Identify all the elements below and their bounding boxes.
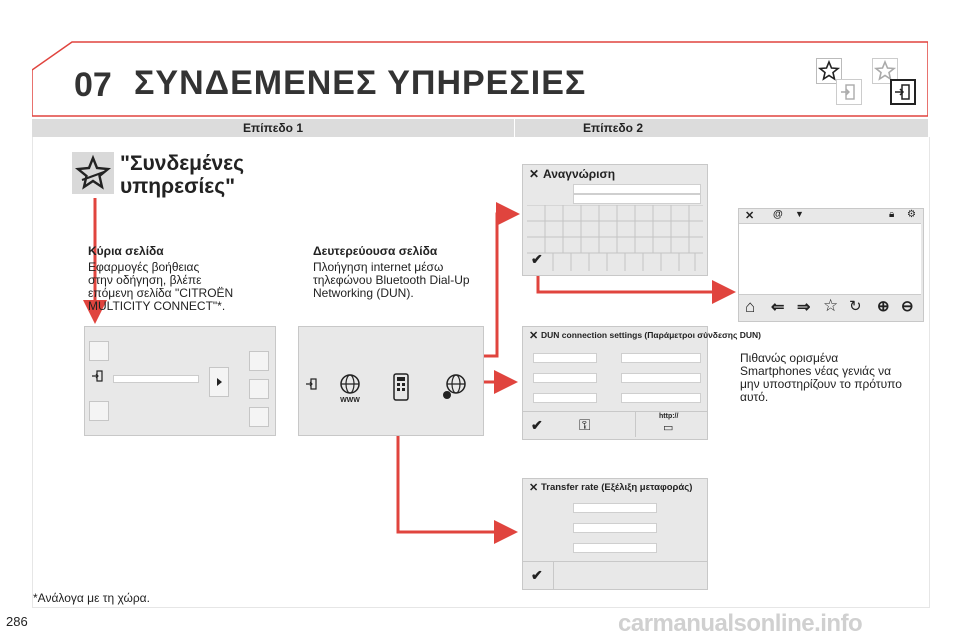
close-icon[interactable]: ✕ xyxy=(745,210,755,222)
divider xyxy=(553,561,554,589)
divider xyxy=(635,411,636,437)
divider xyxy=(523,561,707,562)
back-door-icon[interactable] xyxy=(91,369,105,383)
page-number: 286 xyxy=(6,614,28,629)
http-label: http:// xyxy=(659,413,679,420)
chapter-number: 07 xyxy=(74,66,112,104)
reload-icon[interactable]: ↻ xyxy=(849,298,862,315)
progress-field xyxy=(113,375,199,383)
recognition-title: Αναγνώριση xyxy=(543,167,616,181)
level-2-label: Επίπεδο 2 xyxy=(583,121,644,135)
menu-slot[interactable] xyxy=(89,341,109,361)
menu-slot[interactable] xyxy=(89,401,109,421)
transfer-title: Transfer rate (Εξέλιξη μεταφοράς) xyxy=(541,482,693,493)
confirm-check-icon[interactable]: ✔ xyxy=(531,567,543,583)
input-field xyxy=(573,523,657,533)
secondary-page-heading: Δευτερεύουσα σελίδα xyxy=(313,244,438,258)
recognition-dialog xyxy=(522,164,708,276)
zoom-icon[interactable]: ⚙︎ xyxy=(907,209,916,220)
main-page-screen xyxy=(84,326,276,436)
footnote: *Ανάλογα με τη χώρα. xyxy=(33,591,150,605)
input-field xyxy=(573,543,657,553)
close-icon[interactable]: ✕ xyxy=(529,167,540,181)
key-icon[interactable]: ⚿ xyxy=(579,417,591,434)
home-icon[interactable]: ⌂ xyxy=(745,297,756,316)
text-line: Networking (DUN). xyxy=(313,286,414,300)
text-line: τηλεφώνου Bluetooth Dial-Up xyxy=(313,273,470,287)
globe-settings-icon[interactable] xyxy=(441,373,467,401)
www-label: WWW xyxy=(340,397,360,403)
input-field[interactable] xyxy=(573,194,701,204)
text-line: Πλοήγηση internet μέσω xyxy=(313,260,444,274)
text-line: MULTICITY CONNECT"*. xyxy=(88,299,226,313)
watermark: carmanualsonline.info xyxy=(618,610,863,637)
text-line: επόμενη σελίδα "CITROËN xyxy=(88,286,234,300)
input-field[interactable] xyxy=(573,184,701,194)
menu-slot[interactable] xyxy=(249,407,269,427)
service-title-line2: υπηρεσίες" xyxy=(120,175,236,198)
input-field xyxy=(573,503,657,513)
input-field[interactable] xyxy=(621,373,701,383)
input-field[interactable] xyxy=(533,373,597,383)
back-arrow-icon[interactable]: ⇐ xyxy=(771,299,785,316)
confirm-check-icon[interactable]: ✔ xyxy=(531,417,543,433)
play-button[interactable] xyxy=(209,367,229,397)
zoom-in-icon[interactable]: ⊕ xyxy=(877,298,890,315)
browser-toolbar xyxy=(739,209,923,223)
secondary-page-text xyxy=(313,261,470,300)
secondary-page-screen xyxy=(298,326,484,436)
smartphones-note xyxy=(740,352,902,404)
level-1-label: Επίπεδο 1 xyxy=(243,121,304,135)
text-line: στην οδήγηση, βλέπε xyxy=(88,273,202,287)
browser-dialog xyxy=(738,208,924,322)
service-title-line1: "Συνδεμένες xyxy=(120,152,245,175)
text-line: μην υποστηρίζουν το πρότυπο xyxy=(740,377,902,391)
input-field[interactable] xyxy=(621,393,701,403)
main-page-text xyxy=(88,261,233,313)
close-icon[interactable]: ✕ xyxy=(529,482,539,494)
forward-arrow-icon[interactable]: ⇒ xyxy=(797,299,811,316)
text-line: Πιθανώς ορισμένα xyxy=(740,351,839,365)
lock-icon[interactable]: 🔒︎ xyxy=(889,209,895,220)
main-page-heading: Κύρια σελίδα xyxy=(88,244,164,258)
favorites-star-icon[interactable]: ☆ xyxy=(823,296,839,315)
at-icon[interactable]: @ xyxy=(773,209,783,220)
text-line: αυτό. xyxy=(740,390,769,404)
input-field[interactable] xyxy=(533,353,597,363)
confirm-check-icon[interactable]: ✔ xyxy=(531,251,543,267)
dun-title: DUN connection settings (Παράμετροι σύνδεσης DUN) xyxy=(541,330,762,340)
menu-slot[interactable] xyxy=(249,351,269,371)
zoom-out-icon[interactable]: ⊖ xyxy=(901,298,914,315)
back-door-icon[interactable] xyxy=(305,377,319,391)
browser-view[interactable] xyxy=(739,223,921,295)
input-field[interactable] xyxy=(621,353,701,363)
chevron-down-icon[interactable]: ▼ xyxy=(795,209,804,219)
text-line: Εφαρμογές βοήθειας xyxy=(88,260,200,274)
page-title: ΣΥΝΔΕΜΕΝΕΣ ΥΠΗΡΕΣΙΕΣ xyxy=(134,64,587,102)
input-field[interactable] xyxy=(533,393,597,403)
device-icon[interactable]: ▭ xyxy=(663,422,674,434)
menu-slot[interactable] xyxy=(249,379,269,399)
close-icon[interactable]: ✕ xyxy=(529,330,539,342)
divider xyxy=(523,411,707,412)
text-line: Smartphones νέας γενιάς να xyxy=(740,364,892,378)
transfer-rate-dialog xyxy=(522,478,708,590)
phone-icon[interactable] xyxy=(391,373,411,401)
www-globe-icon[interactable] xyxy=(337,373,363,403)
keyboard-grid[interactable] xyxy=(527,205,703,271)
